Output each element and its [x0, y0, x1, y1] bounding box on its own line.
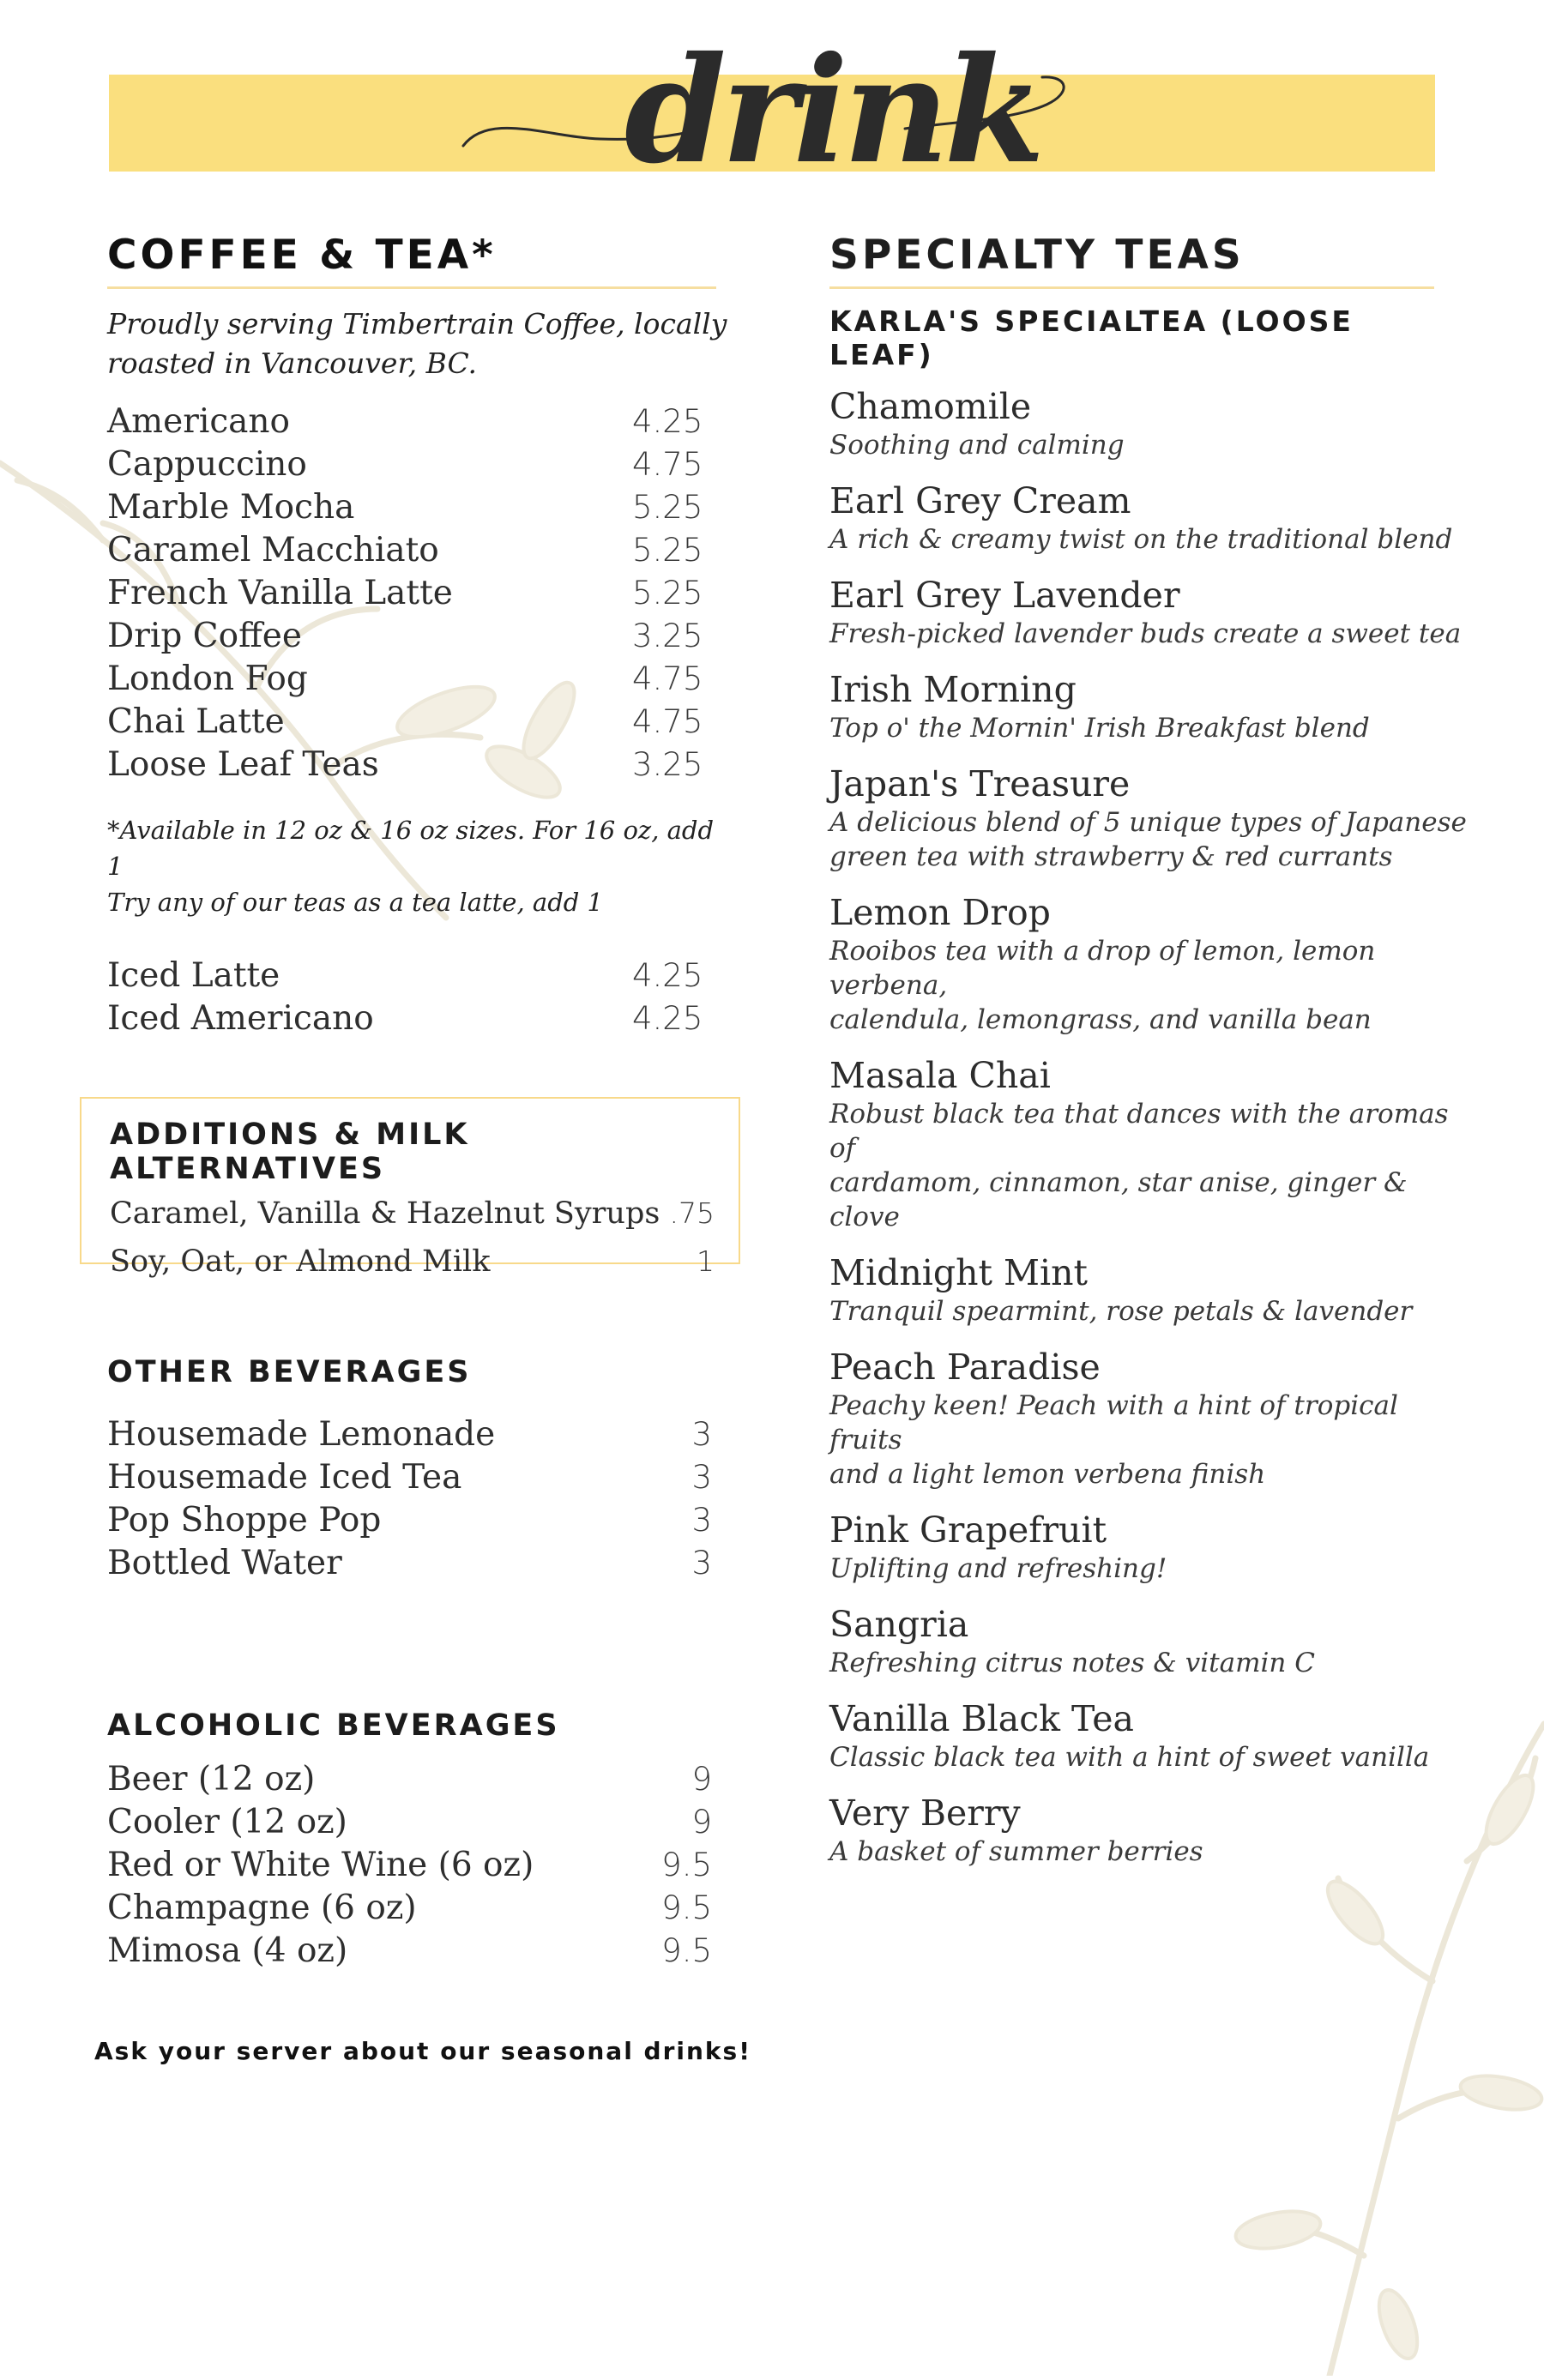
item-name: Americano [107, 402, 291, 442]
menu-row [107, 1801, 712, 1844]
tea-item [829, 1251, 1469, 1329]
item-price: 5.25 [632, 575, 703, 612]
item-name: Caramel Macchiato [107, 531, 439, 570]
item-name: Housemade Lemonade [107, 1415, 496, 1454]
item-price: 5.25 [632, 532, 703, 569]
item-price: 5.25 [632, 489, 703, 527]
item-price: 9 [691, 1804, 712, 1841]
item-price: 4.75 [632, 446, 703, 484]
tea-name: Very Berry [829, 1793, 1021, 1835]
menu-row [107, 955, 716, 997]
tea-name: Chamomile [829, 386, 1032, 428]
menu-row [107, 701, 716, 744]
item-price: 4.25 [632, 1000, 703, 1038]
tea-description: A basket of summer berries [829, 1836, 1203, 1868]
alcohol-price-list [107, 1758, 712, 1973]
item-name: Soy, Oat, or Almond Milk [110, 1244, 491, 1279]
tea-item [829, 1346, 1469, 1491]
item-price: 3 [691, 1459, 712, 1496]
menu-row [110, 1190, 715, 1238]
item-name: Champagne (6 oz) [107, 1889, 417, 1927]
tea-list [829, 385, 1469, 1869]
coffee-intro: Proudly serving Timbertrain Coffee, locally roasted in Vancouver, BC. [107, 307, 727, 381]
item-price: .75 [669, 1196, 715, 1230]
tea-item [829, 762, 1469, 874]
item-name: Marble Mocha [107, 488, 355, 527]
section-divider [107, 286, 716, 289]
tea-description: calendula, lemongrass, and vanilla bean [829, 1004, 1372, 1036]
item-name: Beer (12 oz) [107, 1760, 316, 1799]
tea-item [829, 1697, 1469, 1774]
menu-row [107, 401, 716, 443]
seasonal-note: Ask your server about our seasonal drinks! [94, 2037, 751, 2065]
item-name: Drip Coffee [107, 617, 302, 656]
item-price: 9.5 [661, 1889, 712, 1926]
item-price: 9.5 [661, 1847, 712, 1883]
coffee-tea-section [107, 232, 727, 1040]
other-price-list [107, 1413, 712, 1585]
tea-name: Vanilla Black Tea [829, 1698, 1134, 1740]
menu-row [107, 486, 716, 529]
coffee-price-list [107, 401, 716, 786]
specialty-teas-title: SPECIALTY TEAS [829, 232, 1245, 279]
alcoholic-beverages-section [107, 1708, 712, 1973]
tea-item [829, 1792, 1469, 1869]
tea-item [829, 479, 1469, 557]
tea-item [829, 668, 1469, 745]
tea-description: Classic black tea with a hint of sweet vanilla [829, 1742, 1430, 1774]
item-price: 9 [691, 1761, 712, 1798]
item-price: 4.25 [632, 403, 703, 441]
alcoholic-beverages-title: ALCOHOLIC BEVERAGES [107, 1708, 560, 1743]
menu-row [107, 443, 716, 486]
item-name: Iced Americano [107, 999, 374, 1039]
size-footnote [107, 812, 716, 920]
tea-description: Robust black tea that dances with the aromas of [829, 1099, 1449, 1165]
item-name: Red or White Wine (6 oz) [107, 1846, 534, 1884]
tea-item [829, 1603, 1469, 1680]
section-divider [829, 286, 1434, 289]
item-price: 4.75 [632, 703, 703, 741]
tea-name: Earl Grey Cream [829, 480, 1131, 522]
item-name: Iced Latte [107, 956, 280, 996]
other-beverages-section [107, 1355, 712, 1585]
tea-description: A rich & creamy twist on the traditional blend [829, 524, 1453, 556]
tea-description: green tea with strawberry & red currants [829, 841, 1393, 873]
tea-name: Masala Chai [829, 1055, 1051, 1097]
item-price: 3 [691, 1416, 712, 1453]
item-name: Housemade Iced Tea [107, 1458, 462, 1497]
tea-description: Tranquil spearmint, rose petals & lavender [829, 1296, 1413, 1328]
footnote-line: Try any of our teas as a tea latte, add 1 [107, 888, 603, 918]
menu-row [107, 744, 716, 786]
item-price: 3 [691, 1502, 712, 1539]
item-name: Mimosa (4 oz) [107, 1931, 348, 1970]
item-name: Cappuccino [107, 445, 307, 485]
menu-row [107, 997, 716, 1040]
item-name: Chai Latte [107, 702, 285, 742]
tea-description: cardamom, cinnamon, star anise, ginger & clove [829, 1167, 1408, 1233]
item-name: Caramel, Vanilla & Hazelnut Syrups [110, 1196, 660, 1231]
tea-name: Earl Grey Lavender [829, 575, 1180, 617]
karla-specialtea-subtitle: KARLA'S SPECIALTEA (LOOSE LEAF) [829, 304, 1354, 372]
menu-row [107, 1413, 712, 1456]
item-price: 3.25 [632, 746, 703, 784]
tea-item [829, 1054, 1469, 1234]
tea-description: A delicious blend of 5 unique types of Japanese [829, 807, 1467, 839]
menu-row [107, 1542, 712, 1585]
tea-name: Peach Paradise [829, 1347, 1101, 1389]
menu-row [107, 1456, 712, 1499]
menu-row [107, 1844, 712, 1887]
menu-row [107, 1758, 712, 1801]
item-name: London Fog [107, 660, 308, 699]
additions-title: ADDITIONS & MILK ALTERNATIVES [110, 1118, 470, 1186]
iced-price-list [107, 955, 716, 1040]
tea-description: Top o' the Mornin' Irish Breakfast blend [829, 713, 1370, 744]
item-name: French Vanilla Latte [107, 574, 453, 613]
item-name: Cooler (12 oz) [107, 1803, 347, 1841]
item-name: Bottled Water [107, 1544, 342, 1582]
tea-name: Pink Grapefruit [829, 1509, 1107, 1552]
menu-row [107, 529, 716, 572]
tea-description: Peachy keen! Peach with a hint of tropical fruits [829, 1390, 1398, 1456]
tea-description: Rooibos tea with a drop of lemon, lemon verbena, [829, 936, 1376, 1002]
menu-row [107, 615, 716, 658]
additions-box [80, 1097, 740, 1279]
tea-name: Sangria [829, 1604, 969, 1646]
item-price: 3.25 [632, 618, 703, 655]
tea-name: Japan's Treasure [829, 763, 1131, 805]
tea-description: Soothing and calming [829, 430, 1125, 461]
tea-name: Lemon Drop [829, 892, 1051, 934]
item-name: Loose Leaf Teas [107, 745, 379, 785]
tea-item [829, 574, 1469, 651]
menu-row [107, 572, 716, 615]
menu-row [107, 1930, 712, 1973]
tea-item [829, 385, 1469, 462]
menu-row [107, 1887, 712, 1930]
item-name: Pop Shoppe Pop [107, 1501, 382, 1539]
other-beverages-title: OTHER BEVERAGES [107, 1355, 472, 1389]
footnote-line: *Available in 12 oz & 16 oz sizes. For 16 oz, add 1 [107, 816, 715, 882]
tea-item [829, 1509, 1469, 1586]
item-price: 4.25 [632, 957, 703, 995]
menu-row [107, 1499, 712, 1542]
tea-name: Midnight Mint [829, 1252, 1088, 1294]
tea-description: and a light lemon verbena finish [829, 1459, 1266, 1491]
tea-description: Fresh-picked lavender buds create a sweet tea [829, 618, 1462, 650]
coffee-tea-title: COFFEE & TEA* [107, 232, 497, 279]
menu-row [107, 658, 716, 701]
item-price: 9.5 [661, 1932, 712, 1969]
tea-description: Uplifting and refreshing! [829, 1553, 1167, 1585]
item-price: 3 [691, 1545, 712, 1582]
drink-title-logo [429, 9, 1115, 196]
item-price: 1 [697, 1244, 715, 1278]
tea-description: Refreshing citrus notes & vitamin C [829, 1648, 1315, 1679]
tea-name: Irish Morning [829, 669, 1077, 711]
specialty-teas-section [829, 232, 1469, 1886]
menu-row [110, 1238, 715, 1286]
page-title: drink [624, 25, 1040, 196]
tea-item [829, 891, 1469, 1037]
item-price: 4.75 [632, 660, 703, 698]
